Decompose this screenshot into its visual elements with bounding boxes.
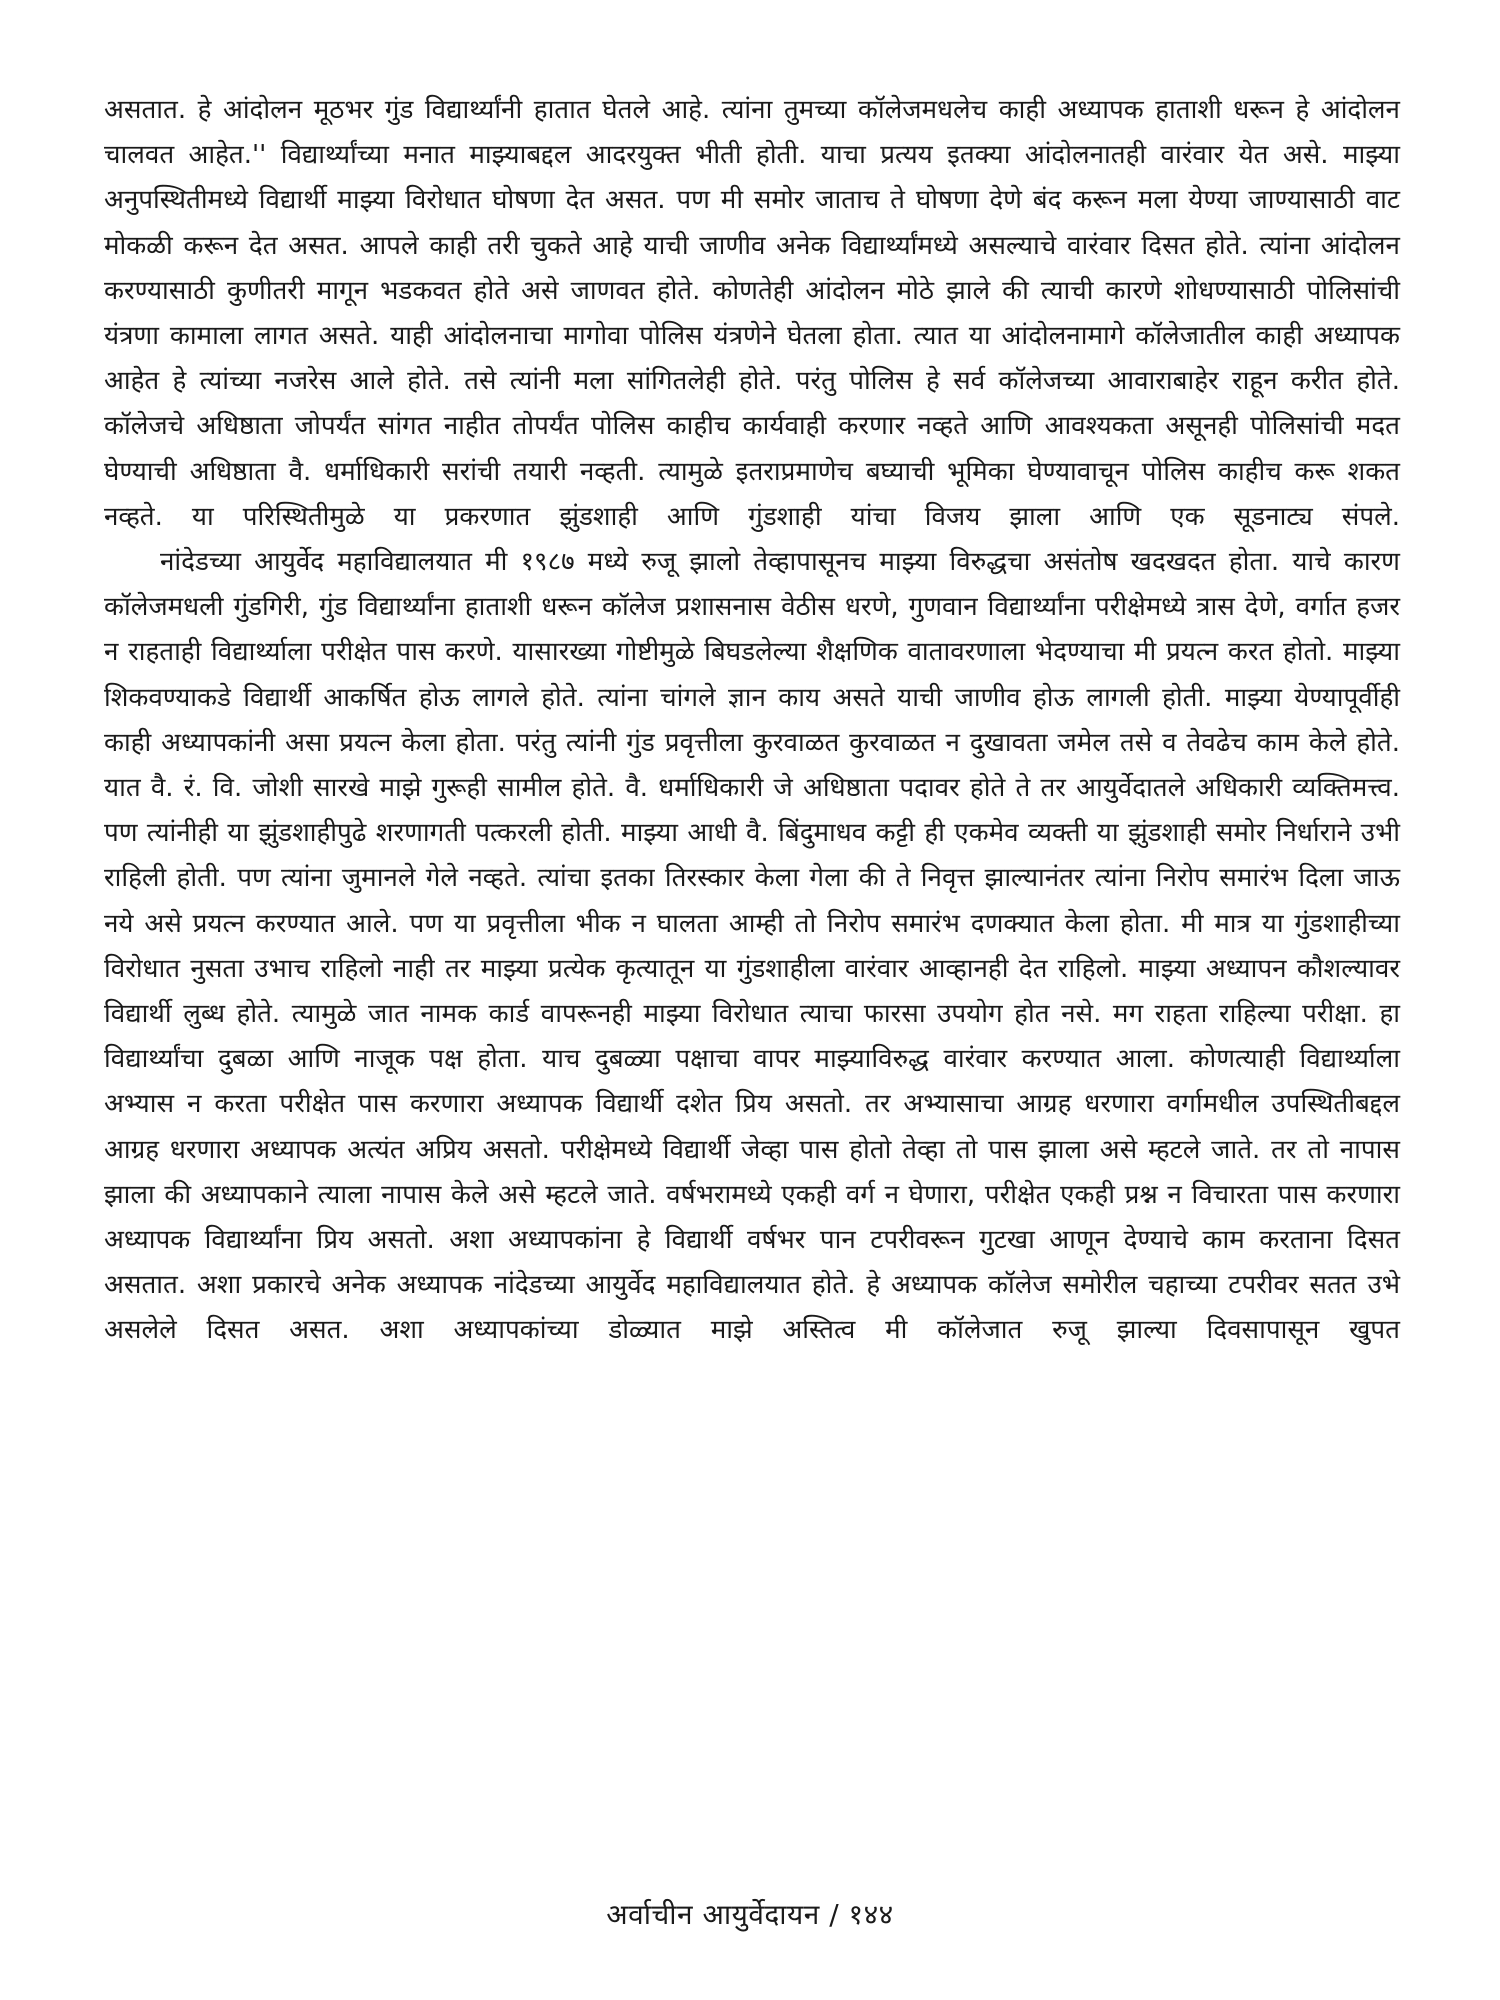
body-text [104,88,1400,1354]
paragraph-nanded-college: नांदेडच्या आयुर्वेद महाविद्यालयात मी १९८७ मध्ये रुजू झालो तेव्हापासूनच माझ्या विरुद्धचा असंतोष खदखदत होता. याचे कारण कॉलेजमधली गुंडगिरी, गुंड विद्यार्थ्यांना हाताशी धरून कॉलेज प्रशासनास वेठीस धरणे, गुणवान विद्यार्थ्यांना परीक्षेमध्ये त्रास देणे, वर्गात हजर न राहताही विद्यार्थ्याला परीक्षेत पास करणे. यासारख्या गोष्टीमुळे बिघडलेल्या शैक्षणिक वातावरणाला भेदण्याचा मी प्रयत्न करत होतो. माझ्या शिकवण्याकडे विद्यार्थी आकर्षित होऊ लागले होते. त्यांना चांगले ज्ञान काय असते याची जाणीव होऊ लागली होती. माझ्या येण्यापूर्वीही काही अध्यापकांनी असा प्रयत्न केला होता. परंतु त्यांनी गुंड प्रवृत्तीला कुरवाळत कुरवाळत न दुखावता जमेल तसे व तेवढेच काम केले होते. यात वै. रं. वि. जोशी सारखे माझे गुरूही सामील होते. वै. धर्माधिकारी जे अधिष्ठाता पदावर होते ते तर आयुर्वेदातले अधिकारी व्यक्तिमत्त्व. पण त्यांनीही या झुंडशाहीपुढे शरणागती पत्करली होती. माझ्या आधी वै. बिंदुमाधव कट्टी ही एकमेव व्यक्ती या झुंडशाही समोर निर्धाराने उभी राहिली होती. पण त्यांना जुमानले गेले नव्हते. त्यांचा इतका तिरस्कार केला गेला की ते निवृत्त झाल्यानंतर त्यांना निरोप समारंभ दिला जाऊ नये असे प्रयत्न करण्यात आले. पण या प्रवृत्तीला भीक न घालता आम्ही तो निरोप समारंभ दणक्यात केला होता. मी मात्र या गुंडशाहीच्या विरोधात नुसता उभाच राहिलो नाही तर माझ्या प्रत्येक कृत्यातून या गुंडशाहीला वारंवार आव्हानही देत राहिलो. माझ्या अध्यापन कौशल्यावर विद्यार्थी लुब्ध होते. त्यामुळे जात नामक कार्ड वापरूनही माझ्या विरोधात त्याचा फारसा उपयोग होत नसे. मग राहता राहिल्या परीक्षा. हा विद्यार्थ्यांचा दुबळा आणि नाजूक पक्ष होता. याच दुबळ्या पक्षाचा वापर माझ्याविरुद्ध वारंवार करण्यात आला. कोणत्याही विद्यार्थ्याला अभ्यास न करता परीक्षेत पास करणारा अध्यापक विद्यार्थी दशेत प्रिय असतो. तर अभ्यासाचा आग्रह धरणारा वर्गामधील उपस्थितीबद्दल आग्रह धरणारा अध्यापक अत्यंत अप्रिय असतो. परीक्षेमध्ये विद्यार्थी जेव्हा पास होतो तेव्हा तो पास झाला असे म्हटले जाते. तर तो नापास झाला की अध्यापकाने त्याला नापास केले असे म्हटले जाते. वर्षभरामध्ये एकही वर्ग न घेणारा, परीक्षेत एकही प्रश्न न विचारता पास करणारा अध्यापक विद्यार्थ्यांना प्रिय असतो. अशा अध्यापकांना हे विद्यार्थी वर्षभर पान टपरीवरून गुटखा आणून देण्याचे काम करताना दिसत असतात. अशा प्रकारचे अनेक अध्यापक नांदेडच्या आयुर्वेद महाविद्यालयात होते. हे अध्यापक कॉलेज समोरील चहाच्या टपरीवर सतत उभे असलेले दिसत असत. अशा अध्यापकांच्या डोळ्यात माझे अस्तित्व मी कॉलेजात रुजू झाल्या दिवसापासून खुपत [104,547,1400,1346]
paragraph-continuation: असतात. हे आंदोलन मूठभर गुंड विद्यार्थ्यांनी हातात घेतले आहे. त्यांना तुमच्या कॉलेजमधलेच काही अध्यापक हाताशी धरून हे आंदोलन चालवत आहेत.'' विद्यार्थ्यांच्या मनात माझ्याबद्दल आदरयुक्त भीती होती. याचा प्रत्यय इतक्या आंदोलनातही वारंवार येत असे. माझ्या अनुपस्थितीमध्ये विद्यार्थी माझ्या विरोधात घोषणा देत असत. पण मी समोर जाताच ते घोषणा देणे बंद करून मला येण्या जाण्यासाठी वाट मोकळी करून देत असत. आपले काही तरी चुकते आहे याची जाणीव अनेक विद्यार्थ्यांमध्ये असल्याचे वारंवार दिसत होते. त्यांना आंदोलन करण्यासाठी कुणीतरी मागून भडकवत होते असे जाणवत होते. कोणतेही आंदोलन मोठे झाले की त्याची कारणे शोधण्यासाठी पोलिसांची यंत्रणा कामाला लागत असते. याही आंदोलनाचा मागोवा पोलिस यंत्रणेने घेतला होता. त्यात या आंदोलनामागे कॉलेजातील काही अध्यापक आहेत हे त्यांच्या नजरेस आले होते. तसे त्यांनी मला सांगितलेही होते. परंतु पोलिस हे सर्व कॉलेजच्या आवाराबाहेर राहून करीत होते. कॉलेजचे अधिष्ठाता जोपर्यंत सांगत नाहीत तोपर्यंत पोलिस काहीच कार्यवाही करणार नव्हते आणि आवश्यकता असूनही पोलिसांची मदत घेण्याची अधिष्ठाता वै. धर्माधिकारी सरांची तयारी नव्हती. त्यामुळे इतराप्रमाणेच बघ्याची भूमिका घेण्यावाचून पोलिस काहीच करू शकत नव्हते. या परिस्थितीमुळे या प्रकरणात झुंडशाही आणि गुंडशाही यांचा विजय झाला आणि एक सूडनाट्य संपले. [104,95,1400,532]
page-footer: अर्वाचीन आयुर्वेदायन / १४४ [606,1898,894,1931]
